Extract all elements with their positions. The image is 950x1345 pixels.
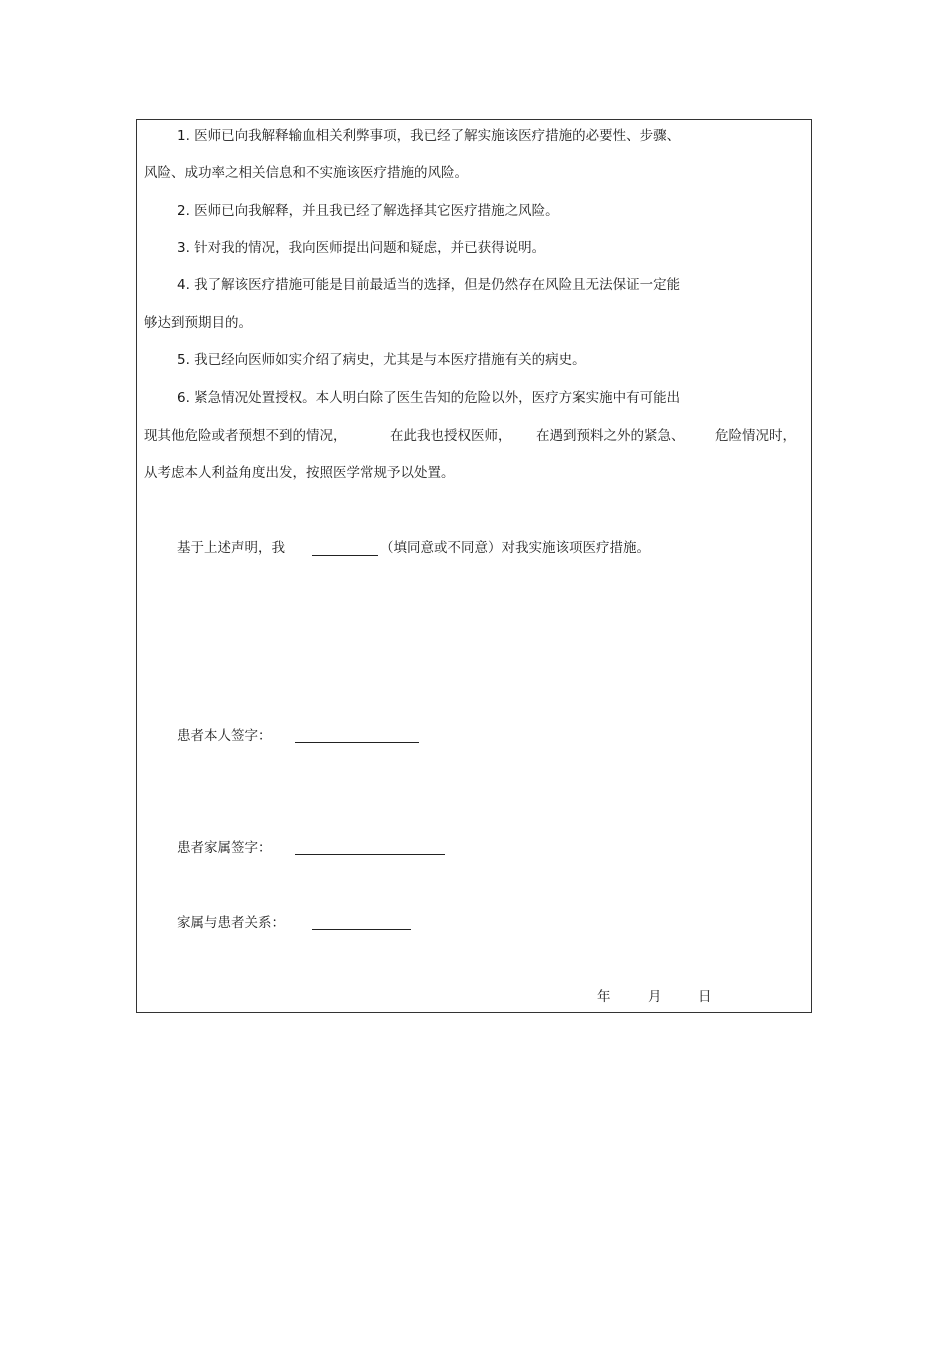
item-6-line-2b: 在此我也授权医师， — [390, 428, 512, 444]
item-4-line-1: 4. 我了解该医疗措施可能是目前最适当的选择，但是仍然存在风险且无法保证一定能 — [177, 277, 681, 293]
family-signature-field[interactable] — [295, 854, 445, 855]
patient-signature-field[interactable] — [295, 742, 419, 743]
item-1-line-2: 风险、成功率之相关信息和不实施该医疗措施的风险。 — [144, 165, 468, 181]
family-signature-label: 患者家属签字： — [177, 840, 272, 856]
item-2-line-1: 2. 医师已向我解释，并且我已经了解选择其它医疗措施之风险。 — [177, 203, 559, 219]
relation-label: 家属与患者关系： — [177, 915, 285, 931]
date-year-label: 年 — [597, 989, 611, 1005]
item-3-line-1: 3. 针对我的情况，我向医师提出问题和疑虑，并已获得说明。 — [177, 240, 546, 256]
item-6-line-3: 从考虑本人利益角度出发，按照医学常规予以处置。 — [144, 465, 455, 481]
consent-blank-field[interactable] — [312, 555, 378, 556]
date-day-label: 日 — [698, 989, 712, 1005]
item-6-line-2a: 现其他危险或者预想不到的情况， — [144, 428, 347, 444]
item-6-line-2c: 在遇到预料之外的紧急、 — [536, 428, 685, 444]
patient-signature-label: 患者本人签字： — [177, 728, 272, 744]
date-month-label: 月 — [648, 989, 662, 1005]
item-6-line-2d: 危险情况时， — [715, 428, 796, 444]
consent-suffix: （填同意或不同意）对我实施该项医疗措施。 — [380, 540, 650, 556]
consent-prefix: 基于上述声明，我 — [177, 540, 285, 556]
item-4-line-2: 够达到预期目的。 — [144, 315, 252, 331]
item-5-line-1: 5. 我已经向医师如实介绍了病史，尤其是与本医疗措施有关的病史。 — [177, 352, 586, 368]
item-6-line-1: 6. 紧急情况处置授权。本人明白除了医生告知的危险以外，医疗方案实施中有可能出 — [177, 390, 681, 406]
relation-field[interactable] — [312, 929, 411, 930]
item-1-line-1: 1. 医师已向我解释输血相关利弊事项，我已经了解实施该医疗措施的必要性、步骤、 — [177, 128, 681, 144]
